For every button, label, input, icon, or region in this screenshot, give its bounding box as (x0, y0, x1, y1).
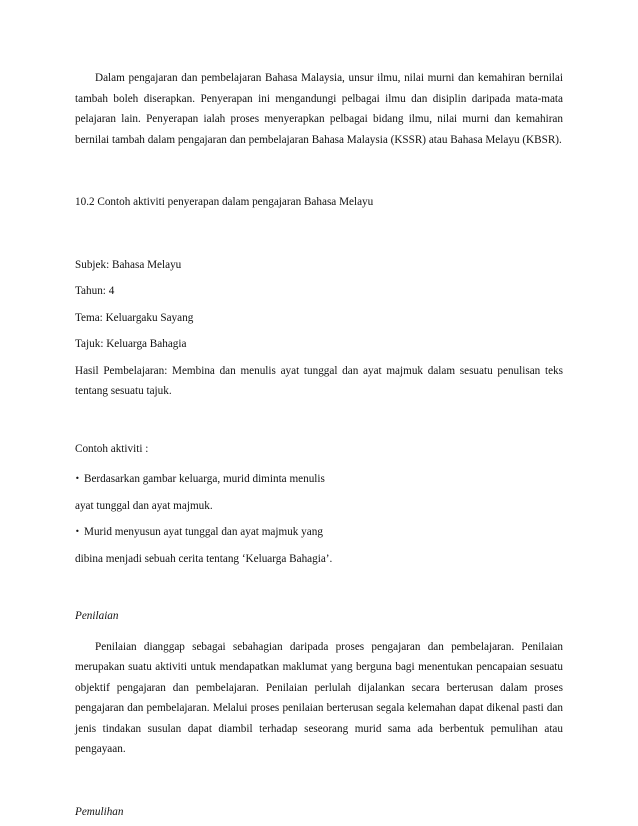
lesson-theme: Tema: Keluargaku Sayang (75, 311, 194, 324)
bullet-icon: • (75, 527, 80, 536)
activity-item-2-line2: dibina menjadi sebuah cerita tentang ‘Keluarga Bahagia’. (75, 552, 333, 565)
lesson-year: Tahun: 4 (75, 285, 115, 297)
activity-item-2-line1: Murid menyusun ayat tunggal dan ayat majmuk yang (84, 526, 323, 538)
activity-item-1-line1: Berdasarkan gambar keluarga, murid diminta menulis (84, 473, 325, 485)
activity-item-1-line2: ayat tunggal dan ayat majmuk. (75, 499, 213, 512)
lesson-outcome: Hasil Pembelajaran: Membina dan menulis ayat tunggal dan ayat majmuk dalam sesuatu penulisan teks tentang sesuatu tajuk. (75, 364, 563, 397)
lesson-subject: Subjek: Bahasa Melayu (75, 258, 182, 271)
assessment-heading: Penilaian (75, 610, 119, 622)
intro-paragraph: Dalam pengajaran dan pembelajaran Bahasa Malaysia, unsur ilmu, nilai murni dan kemahiran bernilai tambah boleh diserapkan. Penyerapan ini mengandungi pelbagai ilmu dan disiplin daripada mata-mata pelajaran lain. Penyerapan ialah proses menyerapkan pelbagai bidang ilmu, nilai murni dan kemahiran bernilai tambah dalam pengajaran dan pembelajaran Bahasa Malaysia (KSSR) atau Bahasa Melayu (KBSR). (75, 72, 563, 146)
assessment-paragraph: Penilaian dianggap sebagai sebahagian daripada proses pengajaran dan pembelajaran. Penilaian merupakan suatu aktiviti untuk mendapatkan maklumat yang berguna bagi menentukan pencapaian sesuatu objektif pengajaran dan pembelajaran. Penilaian perlulah dijalankan secara berterusan dalam proses pengajaran dan pembelajaran. Melalui proses penilaian berterusan segala kelemahan dapat dikenal pasti dan jenis tindakan susulan dapat diambil terhadap seseorang murid sama ada berbentuk pemulihan atau pengayaan. (75, 640, 563, 755)
activity-item-1 (75, 469, 563, 490)
activities-heading: Contoh aktiviti : (75, 442, 149, 455)
section-heading: 10.2 Contoh aktiviti penyerapan dalam pengajaran Bahasa Melayu (75, 196, 374, 208)
lesson-title: Tajuk: Keluarga Bahagia (75, 338, 187, 350)
activity-item-2 (75, 522, 563, 543)
document-page (75, 68, 563, 822)
remedial-heading: Pemulihan (75, 805, 124, 818)
bullet-icon: • (75, 474, 80, 483)
